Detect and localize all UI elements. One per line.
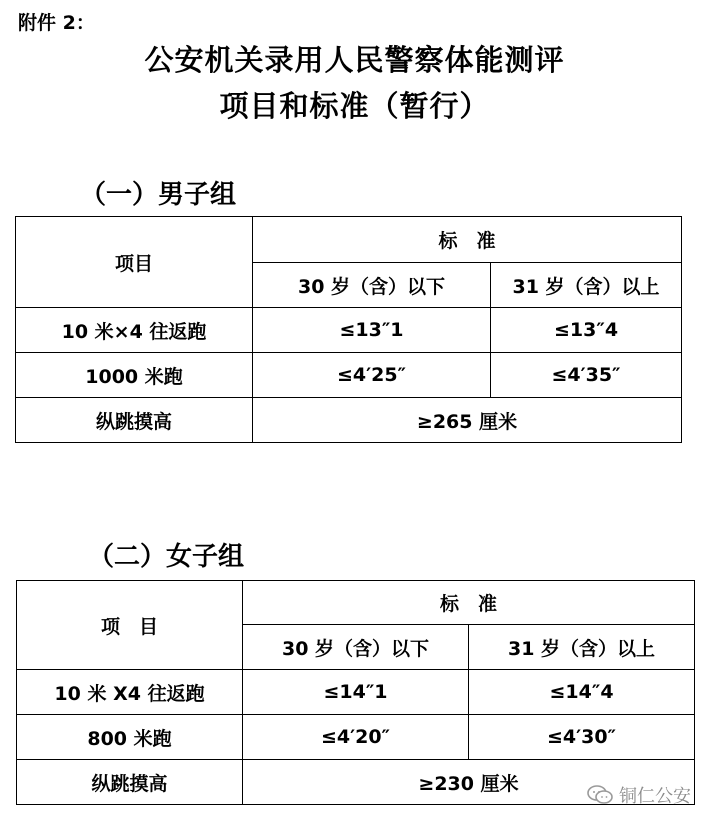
table-row	[16, 308, 682, 353]
male-group-heading: （一）男子组	[80, 180, 237, 210]
row-item: 10 米 X4 往返跑	[17, 670, 243, 715]
wechat-icon	[587, 785, 613, 805]
table-row	[16, 398, 682, 443]
row-value-under30: ≤13″1	[253, 308, 491, 353]
document-title-line1: 公安机关录用人民警察体能测评	[144, 43, 565, 77]
row-item: 纵跳摸高	[17, 760, 243, 805]
female-standards-table	[16, 580, 695, 805]
row-item: 10 米×4 往返跑	[16, 308, 253, 353]
header-age-under30: 30 岁（含）以下	[253, 263, 491, 308]
header-age-over31: 31 岁（含）以上	[491, 263, 682, 308]
row-value-jump: ≥265 厘米	[253, 398, 682, 443]
row-value-under30: ≤14″1	[243, 670, 469, 715]
row-item: 800 米跑	[17, 715, 243, 760]
table-row	[16, 353, 682, 398]
watermark-text: 铜仁公安	[619, 786, 691, 807]
row-value-under30: ≤4′20″	[243, 715, 469, 760]
row-value-over31: ≤4′30″	[469, 715, 695, 760]
header-age-over31: 31 岁（含）以上	[469, 625, 695, 670]
row-value-over31: ≤4′35″	[491, 353, 682, 398]
header-standard: 标 准	[253, 217, 682, 263]
watermark	[587, 782, 691, 808]
row-item: 1000 米跑	[16, 353, 253, 398]
table-row	[17, 715, 695, 760]
attachment-label: 附件 2：	[18, 12, 95, 34]
header-item: 项目	[16, 217, 253, 308]
row-value-jump: ≥230 厘米	[243, 760, 695, 805]
row-item: 纵跳摸高	[16, 398, 253, 443]
row-value-over31: ≤13″4	[491, 308, 682, 353]
row-value-under30: ≤4′25″	[253, 353, 491, 398]
header-standard: 标 准	[243, 581, 695, 625]
header-item: 项 目	[17, 581, 243, 670]
document-title-line2: 项目和标准（暂行）	[219, 89, 490, 123]
table-row	[17, 670, 695, 715]
female-group-heading: （二）女子组	[88, 542, 245, 572]
header-age-under30: 30 岁（含）以下	[243, 625, 469, 670]
male-standards-table	[15, 216, 682, 443]
row-value-over31: ≤14″4	[469, 670, 695, 715]
